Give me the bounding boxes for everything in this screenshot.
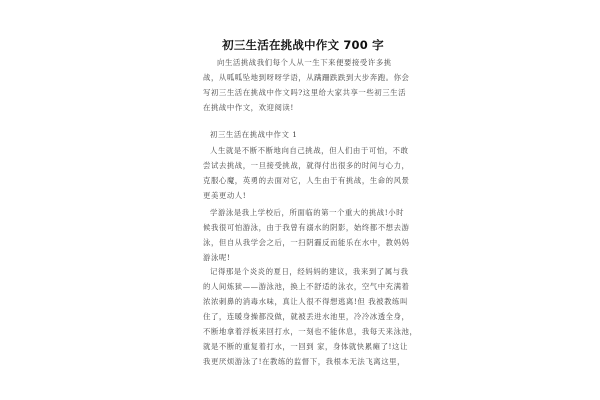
paragraph-line: 尝试去挑战，一旦接受挑战，就得付出很多的时间与心力， <box>203 161 410 170</box>
paragraph-line: 记得那是个炎炎的夏日，经妈妈的建议，我来到了属与我 <box>210 267 409 276</box>
paragraph-line: 不断地拿着浮板来回打水，一刻也不能休息，我每天来泳池， <box>203 327 418 336</box>
paragraph-line: 我更厌烦游泳了!在教练的监督下，我根本无法飞离这里， <box>203 357 406 366</box>
paragraph-line: 学游泳是我上学校后，所面临的第一个重大的挑战!小时 <box>210 208 405 217</box>
paragraph-line: 浓浓刺鼻的消毒水味，真让人很不得想逃离!但 我被教练叫 <box>203 297 408 306</box>
intro-line: 在挑战中作文，欢迎阅读! <box>203 103 294 112</box>
intro-line: 向生活挑战我们每个人从一生下来便要接受许多挑 <box>217 58 392 67</box>
paragraph-line: 人生就是不断不断地向自己挑战，但人们由于可怕，不敢 <box>210 146 409 155</box>
paragraph-line: 游泳呢! <box>203 253 231 262</box>
paragraph-line: 住了，连暖身操都没做，就被丢进水池里，冷冷冰透全身， <box>203 312 410 321</box>
section-heading: 初三生活在挑战中作文 1 <box>210 130 298 139</box>
intro-line: 写初三生活在挑战中作文吗?这里给大家共享一些初三生活 <box>203 88 407 97</box>
paragraph-line: 泳，但自从我学会之后，一扫阴霾反而能乐在水中，教妈妈 <box>203 238 410 247</box>
paragraph-line: 克服心魔，英勇的去面对它，人生由于有挑战，生命的风景 <box>203 176 410 185</box>
paragraph-line: 候我很可怕游泳，由于我曾有溺水的阴影，始终都不想去游 <box>203 223 410 232</box>
article-title: 初三生活在挑战中作文 700 字 <box>222 38 384 52</box>
intro-line: 战，从呱呱坠地到呀呀学语，从蹒跚跌跌到大步奔跑。你会 <box>203 73 410 82</box>
paragraph-line: 更美更动人! <box>203 191 247 200</box>
paragraph-line: 就是不断的重复着打水，一回到 家，身体就快累瘫了!这让 <box>203 342 408 351</box>
paragraph-line: 的人间炼狱——游泳池，换上不舒适的泳衣，空气中充满着 <box>203 282 410 291</box>
